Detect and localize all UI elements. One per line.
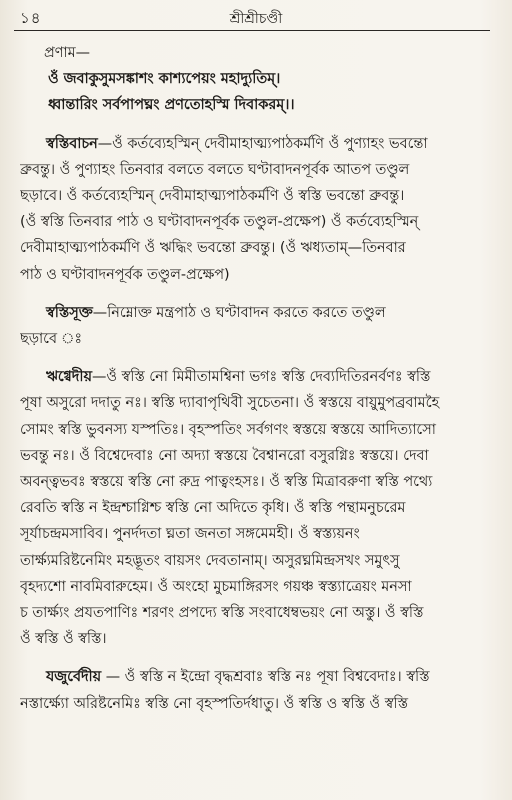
header-rule — [14, 30, 490, 31]
paragraph-line: ব্রুবন্তু। ওঁ পুণ্যাহং তিনবার বলতে বলতে ঘণ্টাবাদনপূর্বক আতপ তণ্ডুল — [20, 161, 410, 178]
paragraph-line: ওঁ স্বস্তি ওঁ স্বস্তি। — [20, 631, 107, 648]
svastivachan-text: —ওঁ কর্তব্যেহস্মিন্ দেবীমাহাত্ম্যপাঠকর্মণি ওঁ পুণ্যাহং ভবন্তো — [97, 135, 428, 152]
page-body — [20, 40, 490, 717]
svastisukta-line-1 — [20, 300, 490, 326]
svastisukta-text: —নিম্নোক্ত মন্ত্রপাঠ ও ঘণ্টাবাদন করতে করতে তণ্ডুল — [92, 304, 386, 321]
paragraph-line: (ওঁ স্বস্তি তিনবার পাঠ ও ঘণ্টাবাদনপূর্বক তণ্ডুল-প্রক্ষেপ) ওঁ কর্তব্যেহস্মিন্ — [20, 214, 419, 231]
pranam-line: ধ্বান্তারিং সর্বপাপঘ্নং প্রণতোহস্মি দিবাকরম্।। — [48, 97, 295, 114]
yajurvediya-line-1 — [20, 664, 490, 690]
paragraph-line: ছড়াবে। ওঁ কর্তব্যেহস্মিন্ দেবীমাহাত্ম্যপাঠকর্মণি ওঁ স্বস্তি ভবন্তো ব্রুবন্তু। — [20, 188, 405, 205]
svastivachan-section — [20, 131, 490, 288]
pranam-line: ওঁ জবাকুসুমসঙ্কাশং কাশ্যপেয়ং মহাদ্যুতিম্। — [48, 71, 281, 88]
paragraph-line: সোমং স্বস্তি ভুবনস্য যস্পতিঃ। বৃহস্পতিং সর্বগণং স্বস্তয়ে স্বস্তয়ে আদিত্যাসো — [20, 421, 436, 438]
rigvediya-heading: ঋগ্বেদীয় — [46, 369, 92, 386]
paragraph-line: ছড়াবে ঃ — [20, 331, 83, 348]
paragraph-line: নস্তার্ক্ষ্যো অরিষ্টনেমিঃ স্বস্তি নো বৃহস্পতির্দধাতু। ওঁ স্বস্তি ও স্বস্তি ওঁ স্বস্তি — [20, 695, 408, 712]
svastivachan-line-1 — [20, 131, 490, 157]
yajurvediya-heading: যজুর্বেদীয় — [46, 669, 102, 686]
svastisukta-section — [20, 300, 490, 352]
paragraph-line: অবন্ত্বভবঃ স্বস্তয়ে স্বস্তি নো রুদ্র পাত্বংহসঃ। ওঁ স্বস্তি মিত্রাবরুণা স্বস্তি পথ্যে — [20, 474, 433, 491]
paragraph-line: দেবীমাহাত্ম্যপাঠকর্মণি ওঁ ঋদ্ধিং ভবন্তো ব্রুবন্তু। (ওঁ ঋধ্যতাম্—তিনবার — [20, 240, 406, 257]
yajurvediya-text: — ওঁ স্বস্তি ন ইন্দ্রো বৃদ্ধশ্রবাঃ স্বস্তি নঃ পূষা বিশ্ববেদাঃ। স্বস্তি — [101, 669, 430, 686]
paragraph-line: পূষা অসুরো দদাতু নঃ। স্বস্তি দ্যাবাপৃথিবী সুচেতনা। ওঁ স্বস্তয়ে বায়ুমুপব্রবামহৈ — [20, 395, 440, 412]
paragraph-line: বৃহদ্যশো নাবমিবারুহেম। ওঁ অংহো মুচমাঙ্গিরসং গয়ঞ্চ স্বস্ত্যাত্রেয়ং মনসা — [20, 578, 412, 595]
yajurvediya-section — [20, 664, 490, 716]
paragraph-line: রেবতি স্বস্তি ন ইন্দ্রশ্চাগ্নিশ্চ স্বস্তি নো অদিতে কৃধি। ওঁ স্বস্তি পন্থামনুচরেম — [20, 500, 406, 517]
rigvediya-line-1 — [20, 364, 490, 390]
pranam-label: প্রণাম— — [44, 45, 90, 61]
svastisukta-heading: স্বস্তিসূক্ত — [46, 304, 93, 321]
pranam-section — [20, 40, 490, 119]
page-number: ১৪ — [20, 9, 42, 27]
rigvediya-text: —ওঁ স্বস্তি নো মিমীতামশ্বিনা ভগঃ স্বস্তি দেব্যদিতিরনর্বণঃ স্বস্তি — [91, 369, 431, 386]
paragraph-line: পাঠ ও ঘণ্টাবাদনপূর্বক তণ্ডুল-প্রক্ষেপ) — [20, 266, 230, 283]
page-header — [0, 0, 512, 30]
paragraph-line: চ তার্ক্ষ্যং প্রযতপাণিঃ শরণং প্রপদ্যে স্বস্তি সংবাধেম্বভয়ং নো অস্তু। ওঁ স্বস্তি — [20, 605, 424, 622]
svastivachan-heading: স্বস্তিবাচন — [46, 135, 98, 152]
paragraph-line: ভবন্তু নঃ। ওঁ বিশ্বেদেবাঃ নো অদ্যা স্বস্তয়ে বৈশ্বানরো বসুরগ্নিঃ স্বস্তয়ে। দেবা — [20, 447, 429, 464]
paragraph-line: সূর্যাচন্দ্রমসাবিব। পুনর্দদতা ঘ্নতা জনতা সঙ্গমেমহী। ওঁ স্বস্ত্যয়নং — [20, 526, 360, 543]
paragraph-line: তার্ক্ষ্যমরিষ্টনেমিং মহদ্ভূতং বায়সং দেবতানাম্। অসুরঘ্নমিন্দ্রসখং সমুৎসু — [20, 552, 400, 569]
running-title: শ্রীশ্রীচণ্ডী — [229, 11, 283, 27]
rigvediya-section — [20, 364, 490, 652]
